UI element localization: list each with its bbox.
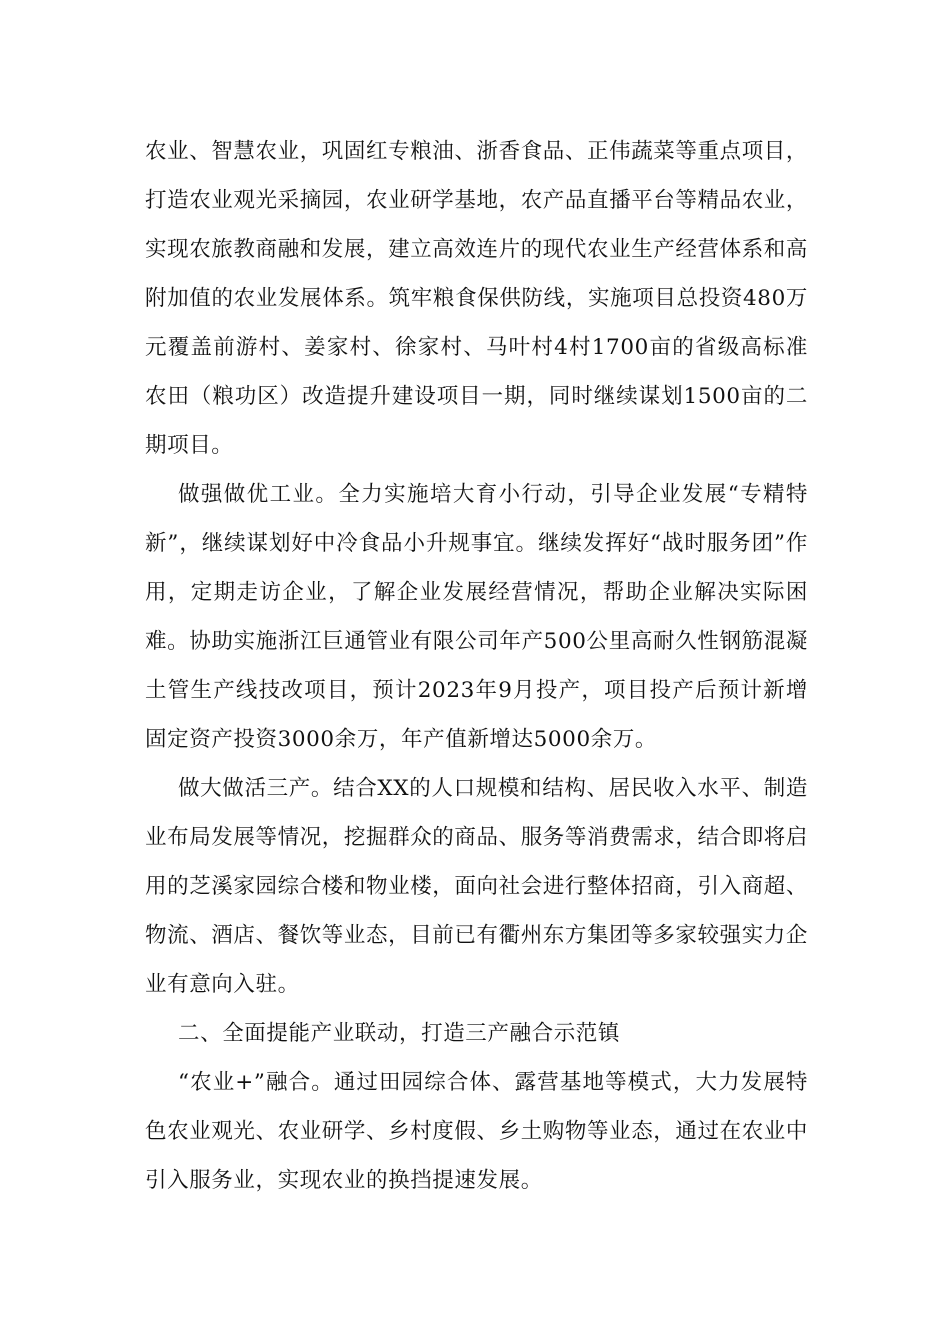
paragraph-agriculture-continued: 农业、智慧农业，巩固红专粮油、浙香食品、正伟蔬菜等重点项目，打造农业观光采摘园，农业研学基地，农产品直播平台等精品农业，实现农旅教商融和发展，建立高效连片的现代农业生产经营体系和高附加值的农业发展体系。筑牢粮食保供防线，实施项目总投资480万元覆盖前游村、姜家村、徐家村、马叶村4村1700亩的省级高标准农田（粮功区）改造提升建设项目一期，同时继续谋划1500亩的二期项目。 bbox=[145, 139, 809, 458]
paragraph-industry: 做强做优工业。全力实施培大育小行动，引导企业发展“专精特新”，继续谋划好中冷食品小升规事宜。继续发挥好“战时服务团”作用，定期走访企业，了解企业发展经营情况，帮助企业解决实际困难。协助实施浙江巨通管业有限公司年产500公里高耐久性钢筋混凝土管生产线技改项目，预计2023年9月投产，项目投产后预计新增固定资产投资3000余万，年产值新增达5000余万。 bbox=[145, 482, 808, 752]
paragraph-agriculture-plus: “农业+”融合。通过田园综合体、露营基地等模式，大力发展特色农业观光、农业研学、乡村度假、乡土购物等业态，通过在农业中引入服务业，实现农业的换挡提速发展。 bbox=[145, 1070, 809, 1193]
paragraph-tertiary-industry: 做大做活三产。结合XX的人口规模和结构、居民收入水平、制造业布局发展等情况，挖掘群众的商品、服务等消费需求，结合即将启用的芝溪家园综合楼和物业楼，面向社会进行整体招商，引入商超、物流、酒店、餐饮等业态，目前已有衢州东方集团等多家较强实力企业有意向入驻。 bbox=[145, 776, 809, 997]
document-body bbox=[145, 127, 808, 1205]
section-heading-two: 二、全面提能产业联动，打造三产融合示范镇 bbox=[178, 1021, 621, 1046]
